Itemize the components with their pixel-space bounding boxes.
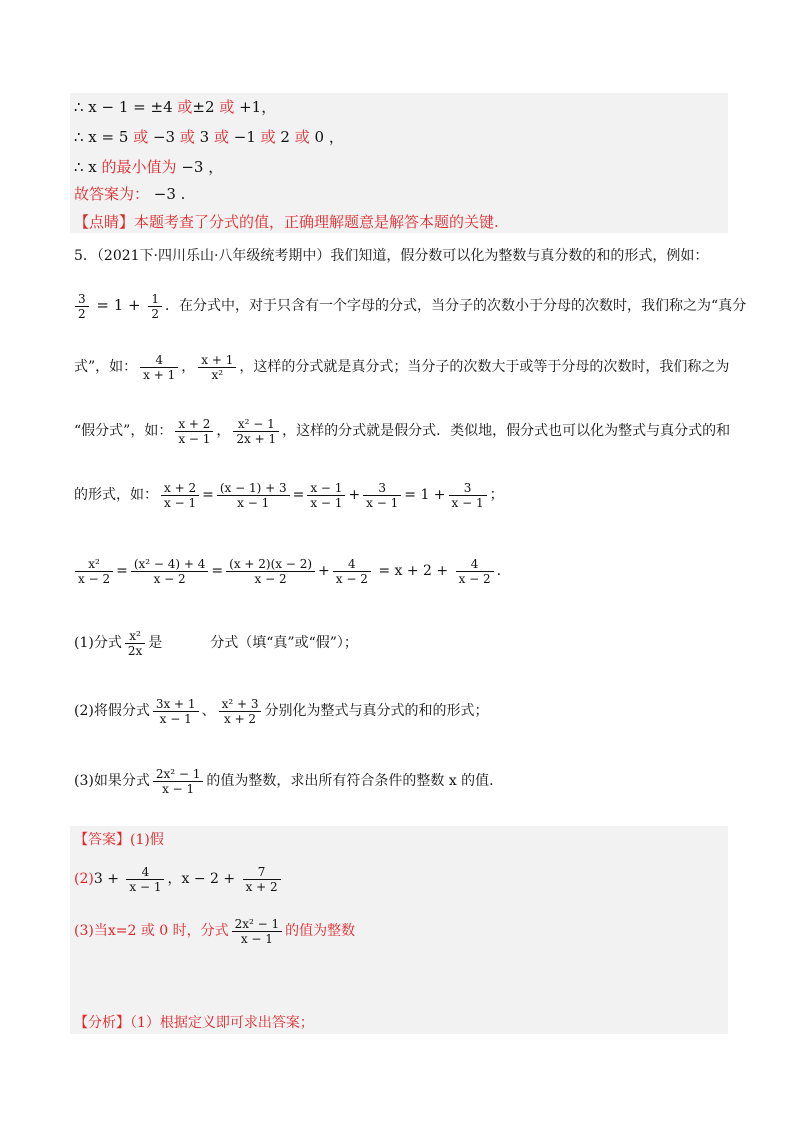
fraction: $\frac{\text{x²}}{x - 2}$: [75, 557, 113, 586]
fraction: $\frac{x + 1}{\text{x²}}$: [198, 353, 236, 382]
problem-line-6: $\frac{\text{x²}}{x - 2}$ = $\frac{\text{(x² − 4) + 4}}{x - 2}$ = $\frac{(x + 2)(x - 2)}{x - 2}$ + $\frac{4}{x - 2}$ = x + 2 + $\frac{4}{x - 2}$ .: [72, 556, 501, 586]
fraction: $\frac{(x + 2)(x - 2)}{x - 2}$: [226, 557, 315, 586]
question-3: (3)如果分式 $\frac{\text{2x² − 1}}{x - 1}$ 的值为整数，求出所有符合条件的整数 x 的值.: [74, 766, 494, 796]
fraction: $\frac{\text{(x² − 4) + 4}}{x - 2}$: [131, 557, 209, 586]
answer-line-1: 【答案】(1)假: [74, 832, 164, 848]
solution-line-1: ∴ x − 1 = ±4 或±2 或 +1，: [74, 98, 277, 116]
problem-line-3: 式”，如： $\frac{4}{x + 1}$ ， $\frac{x + 1}{\text{x²}}$ ，这样的分式就是真分式；当分子的次数大于或等于分母的次数时，我们称之为: [74, 352, 730, 382]
answer-line-3: (3)当x=2 或 0 时，分式 $\frac{\text{2x² − 1}}{x - 1}$ 的值为整数: [74, 916, 356, 946]
question-2: (2)将假分式 $\frac{3x + 1}{x - 1}$ 、 $\frac{\text{x² + 3}}{x + 2}$ 分别化为整式与真分式的和的形式；: [74, 696, 489, 726]
question-1: (1)分式 $\frac{\text{x²}}{2x}$ 是 分式（填“真”或“假”）；: [74, 628, 358, 658]
fraction: $\frac{x + 2}{x - 1}$: [175, 417, 213, 446]
solution-line-3: ∴ x 的最小值为 −3 ，: [74, 158, 224, 176]
fraction: $\frac{4}{x - 2}$: [333, 557, 371, 586]
fraction: $\frac{x - 1}{x - 1}$: [307, 481, 345, 510]
problem-line-4: “假分式”，如： $\frac{x + 2}{x - 1}$ ， $\frac{\text{x² − 1}}{2x + 1}$ ，这样的分式就是假分式．类似地，假分式也可以化为整式与真分式的和: [74, 416, 731, 446]
solution-line-2: ∴ x = 5 或 −3 或 3 或 −1 或 2 或 0 ，: [74, 128, 344, 146]
fraction: $\frac{\text{x² − 1}}{2x + 1}$: [233, 417, 279, 446]
fraction: $\frac{\text{x² + 3}}{x + 2}$: [219, 697, 262, 726]
fraction: $\frac{4}{x - 2}$: [456, 557, 494, 586]
fraction: $\frac{7}{x + 2}$: [243, 865, 281, 894]
fraction: $\frac{3x + 1}{x - 1}$: [153, 697, 199, 726]
fraction: $\frac{3}{x - 1}$: [449, 481, 487, 510]
fraction: $\frac{\text{2x² − 1}}{x - 1}$: [232, 917, 283, 946]
fraction: $\frac{4}{x - 1}$: [126, 865, 164, 894]
fraction: $\frac{4}{x + 1}$: [140, 353, 178, 382]
problem-line-2: $\frac{3}{2}$ = 1 + $\frac{1}{2}$ ．在分式中，对于只含有一个字母的分式，当分子的次数小于分母的次数时，我们称之为“真分: [72, 290, 746, 321]
fraction: $\frac{x + 2}{x - 1}$: [161, 481, 199, 510]
answer-line-2: (2)3 + $\frac{4}{x - 1}$ ，x − 2 + $\frac{7}{x + 2}$: [74, 864, 284, 894]
fraction: $\frac{\text{2x² − 1}}{x - 1}$: [153, 767, 204, 796]
fraction: $\frac{3}{x - 1}$: [363, 481, 401, 510]
solution-line-4: 故答案为： −3 .: [74, 185, 186, 203]
fraction: $\frac{\text{x²}}{2x}$: [125, 629, 145, 658]
fraction: $\frac{3}{2}$: [75, 292, 89, 321]
fraction: $\frac{1}{2}$: [148, 292, 162, 321]
problem-header: 5．（2021下·四川乐山·八年级统考期中）我们知道，假分数可以化为整数与真分数的和的形式，例如：: [74, 248, 709, 264]
problem-line-5: 的形式，如： $\frac{x + 2}{x - 1}$ = $\frac{(x - 1) + 3}{x - 1}$ = $\frac{x - 1}{x - 1}$ + $\frac{3}{x - 1}$ = 1 + $\frac{3}{x - 1}$ ；: [74, 480, 504, 510]
fraction: $\frac{(x - 1) + 3}{x - 1}$: [217, 481, 290, 510]
comment-line: 【点睛】本题考查了分式的值，正确理解题意是解答本题的关键.: [74, 213, 499, 231]
analysis-line: 【分析】（1）根据定义即可求出答案；: [74, 1015, 314, 1031]
